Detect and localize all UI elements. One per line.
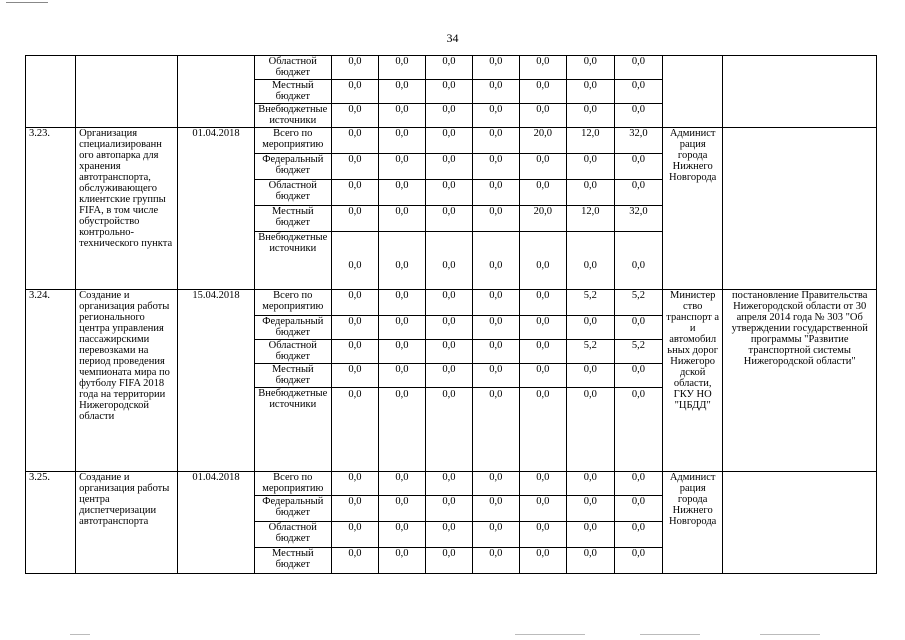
amount-cell: 0,0 — [378, 104, 425, 128]
amount-cell: 20,0 — [519, 206, 566, 232]
amount-cell: 0,0 — [378, 180, 425, 206]
funding-source: Местный бюджет — [254, 206, 331, 232]
amount-cell: 0,0 — [425, 56, 472, 80]
amount-cell: 0,0 — [425, 206, 472, 232]
amount-cell: 0,0 — [331, 388, 378, 472]
amount-cell: 0,0 — [425, 128, 472, 154]
amount-cell: 0,0 — [378, 290, 425, 316]
amount-cell: 0,0 — [472, 316, 519, 340]
amount-cell: 0,0 — [519, 496, 566, 522]
amount-cell: 0,0 — [614, 364, 662, 388]
amount-cell: 0,0 — [472, 232, 519, 290]
funding-source: Всего по мероприятию — [254, 128, 331, 154]
amount-cell: 0,0 — [472, 104, 519, 128]
amount-cell: 0,0 — [472, 180, 519, 206]
item-number — [26, 56, 76, 128]
funding-source: Областной бюджет — [254, 340, 331, 364]
amount-cell: 0,0 — [519, 548, 566, 574]
scan-mark — [515, 634, 585, 635]
amount-cell: 0,0 — [378, 388, 425, 472]
amount-cell: 5,2 — [614, 290, 662, 316]
amount-cell: 0,0 — [425, 522, 472, 548]
amount-cell: 0,0 — [472, 80, 519, 104]
amount-cell: 0,0 — [614, 104, 662, 128]
amount-cell: 0,0 — [566, 180, 614, 206]
amount-cell: 0,0 — [331, 104, 378, 128]
amount-cell: 0,0 — [566, 80, 614, 104]
deadline-date: 15.04.2018 — [178, 290, 254, 472]
table-row — [26, 472, 877, 496]
amount-cell: 0,0 — [519, 180, 566, 206]
funding-source: Местный бюджет — [254, 364, 331, 388]
measure-name — [76, 56, 178, 128]
amount-cell: 0,0 — [472, 290, 519, 316]
executor: Министер ство транспорт а и автомобил ьных дорог Нижегоро дской области, ГКУ НО "ЦБДД" — [662, 290, 723, 472]
amount-cell: 0,0 — [566, 316, 614, 340]
amount-cell: 0,0 — [378, 316, 425, 340]
amount-cell: 5,2 — [614, 340, 662, 364]
amount-cell: 0,0 — [566, 522, 614, 548]
amount-cell: 0,0 — [614, 522, 662, 548]
amount-cell: 32,0 — [614, 128, 662, 154]
amount-cell: 0,0 — [519, 522, 566, 548]
amount-cell: 0,0 — [425, 180, 472, 206]
amount-cell: 0,0 — [472, 472, 519, 496]
legal-basis — [723, 128, 877, 290]
amount-cell: 0,0 — [425, 548, 472, 574]
amount-cell: 0,0 — [378, 206, 425, 232]
amount-cell: 0,0 — [378, 364, 425, 388]
funding-source: Областной бюджет — [254, 522, 331, 548]
amount-cell: 0,0 — [614, 496, 662, 522]
amount-cell: 0,0 — [566, 104, 614, 128]
amount-cell: 0,0 — [614, 232, 662, 290]
amount-cell: 0,0 — [614, 56, 662, 80]
budget-table — [25, 55, 877, 574]
table-row — [26, 128, 877, 154]
funding-source: Внебюджетные источники — [254, 104, 331, 128]
funding-source: Федеральный бюджет — [254, 154, 331, 180]
amount-cell: 0,0 — [566, 472, 614, 496]
funding-source: Областной бюджет — [254, 180, 331, 206]
amount-cell: 0,0 — [519, 104, 566, 128]
amount-cell: 0,0 — [425, 496, 472, 522]
amount-cell: 0,0 — [566, 496, 614, 522]
executor: Админист рация города Нижнего Новгорода — [662, 472, 723, 574]
amount-cell: 0,0 — [519, 388, 566, 472]
amount-cell: 0,0 — [378, 340, 425, 364]
amount-cell: 0,0 — [519, 364, 566, 388]
item-number: 3.24. — [26, 290, 76, 472]
legal-basis — [723, 472, 877, 574]
scan-mark — [760, 634, 820, 635]
table-row — [26, 56, 877, 80]
amount-cell: 0,0 — [378, 154, 425, 180]
amount-cell: 0,0 — [519, 56, 566, 80]
amount-cell: 0,0 — [378, 128, 425, 154]
amount-cell: 0,0 — [614, 80, 662, 104]
amount-cell: 0,0 — [519, 340, 566, 364]
amount-cell: 0,0 — [472, 522, 519, 548]
amount-cell: 0,0 — [331, 496, 378, 522]
deadline-date — [178, 56, 254, 128]
amount-cell: 0,0 — [331, 56, 378, 80]
amount-cell: 0,0 — [425, 232, 472, 290]
amount-cell: 0,0 — [425, 364, 472, 388]
amount-cell: 0,0 — [472, 340, 519, 364]
amount-cell: 0,0 — [614, 316, 662, 340]
amount-cell: 0,0 — [519, 316, 566, 340]
funding-source: Внебюджетные источники — [254, 388, 331, 472]
amount-cell: 0,0 — [614, 154, 662, 180]
amount-cell: 0,0 — [331, 522, 378, 548]
table-row — [26, 290, 877, 316]
amount-cell: 0,0 — [378, 56, 425, 80]
amount-cell: 0,0 — [425, 316, 472, 340]
measure-name: Создание и организация работы регионального центра управления пассажирскими перевозками на период проведения чемпионата мира по футболу FIFA 2018 года на территории Нижегородской области — [76, 290, 178, 472]
amount-cell: 0,0 — [378, 232, 425, 290]
amount-cell: 0,0 — [472, 206, 519, 232]
item-number: 3.25. — [26, 472, 76, 574]
top-rule — [6, 2, 48, 3]
deadline-date: 01.04.2018 — [178, 128, 254, 290]
executor: Админист рация города Нижнего Новгорода — [662, 128, 723, 290]
amount-cell: 12,0 — [566, 206, 614, 232]
amount-cell: 0,0 — [614, 472, 662, 496]
funding-source: Федеральный бюджет — [254, 496, 331, 522]
amount-cell: 5,2 — [566, 290, 614, 316]
funding-source: Внебюджетные источники — [254, 232, 331, 290]
amount-cell: 0,0 — [331, 232, 378, 290]
amount-cell: 0,0 — [566, 548, 614, 574]
amount-cell: 0,0 — [331, 80, 378, 104]
amount-cell: 0,0 — [472, 56, 519, 80]
amount-cell: 0,0 — [378, 548, 425, 574]
amount-cell: 0,0 — [519, 80, 566, 104]
amount-cell: 0,0 — [566, 364, 614, 388]
amount-cell: 0,0 — [331, 180, 378, 206]
legal-basis — [723, 56, 877, 128]
amount-cell: 0,0 — [472, 388, 519, 472]
amount-cell: 0,0 — [472, 154, 519, 180]
amount-cell: 0,0 — [331, 364, 378, 388]
amount-cell: 0,0 — [378, 522, 425, 548]
amount-cell: 0,0 — [331, 316, 378, 340]
amount-cell: 0,0 — [566, 154, 614, 180]
measure-name: Организация специализированн ого автопарка для хранения автотранспорта, обслуживающего клиентские группы FIFA, в том числе обустройство контрольно-технического пункта — [76, 128, 178, 290]
amount-cell: 0,0 — [472, 548, 519, 574]
amount-cell: 0,0 — [519, 154, 566, 180]
amount-cell: 0,0 — [425, 388, 472, 472]
measure-name: Создание и организация работы центра диспетчеризации автотранспорта — [76, 472, 178, 574]
funding-source: Местный бюджет — [254, 80, 331, 104]
amount-cell: 20,0 — [519, 128, 566, 154]
amount-cell: 0,0 — [472, 128, 519, 154]
amount-cell: 0,0 — [331, 472, 378, 496]
amount-cell: 0,0 — [425, 80, 472, 104]
amount-cell: 0,0 — [566, 56, 614, 80]
amount-cell: 0,0 — [566, 388, 614, 472]
amount-cell: 32,0 — [614, 206, 662, 232]
amount-cell: 0,0 — [425, 104, 472, 128]
funding-source: Всего по мероприятию — [254, 290, 331, 316]
funding-source: Федеральный бюджет — [254, 316, 331, 340]
amount-cell: 12,0 — [566, 128, 614, 154]
scan-mark — [70, 634, 90, 635]
amount-cell: 0,0 — [331, 128, 378, 154]
scan-mark — [640, 634, 700, 635]
amount-cell: 0,0 — [378, 80, 425, 104]
amount-cell: 0,0 — [566, 232, 614, 290]
page-number: 34 — [446, 31, 459, 45]
amount-cell: 0,0 — [331, 548, 378, 574]
amount-cell: 0,0 — [425, 472, 472, 496]
amount-cell: 0,0 — [472, 496, 519, 522]
legal-basis: постановление Правительства Нижегородской области от 30 апреля 2014 года № 303 "Об утверждении государственной программы "Развитие транспортной системы Нижегородской области" — [723, 290, 877, 472]
amount-cell: 0,0 — [519, 290, 566, 316]
amount-cell: 0,0 — [614, 180, 662, 206]
funding-source: Областной бюджет — [254, 56, 331, 80]
amount-cell: 0,0 — [378, 472, 425, 496]
amount-cell: 0,0 — [331, 154, 378, 180]
funding-source: Всего по мероприятию — [254, 472, 331, 496]
amount-cell: 5,2 — [566, 340, 614, 364]
executor — [662, 56, 723, 128]
amount-cell: 0,0 — [519, 232, 566, 290]
funding-source: Местный бюджет — [254, 548, 331, 574]
amount-cell: 0,0 — [425, 340, 472, 364]
amount-cell: 0,0 — [614, 548, 662, 574]
amount-cell: 0,0 — [425, 290, 472, 316]
amount-cell: 0,0 — [331, 290, 378, 316]
amount-cell: 0,0 — [519, 472, 566, 496]
amount-cell: 0,0 — [378, 496, 425, 522]
amount-cell: 0,0 — [614, 388, 662, 472]
amount-cell: 0,0 — [331, 206, 378, 232]
deadline-date: 01.04.2018 — [178, 472, 254, 574]
table-body — [26, 56, 877, 574]
item-number: 3.23. — [26, 128, 76, 290]
amount-cell: 0,0 — [472, 364, 519, 388]
amount-cell: 0,0 — [425, 154, 472, 180]
amount-cell: 0,0 — [331, 340, 378, 364]
